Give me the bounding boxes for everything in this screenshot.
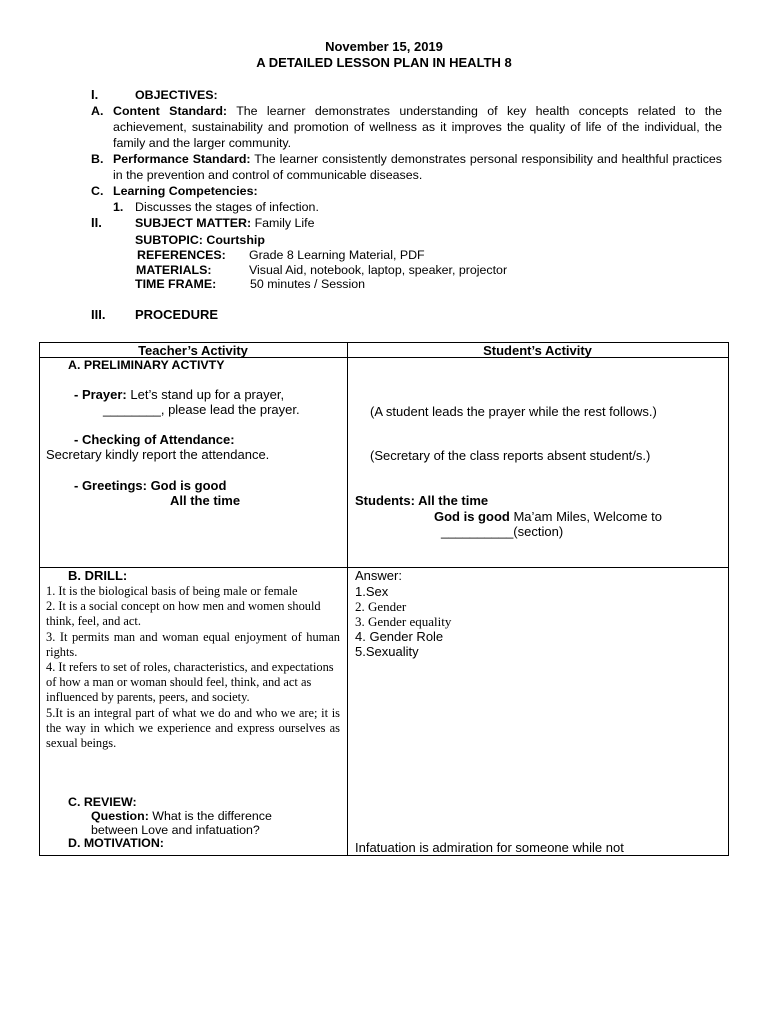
drill-item-1: 1. It is the biological basis of being male or female (46, 584, 298, 598)
review-question (91, 809, 272, 823)
performance-standard-label: Performance Standard: (113, 152, 251, 166)
prayer-response: (A student leads the prayer while the rest follows.) (370, 404, 657, 419)
content-standard-text: The learner demonstrates understanding of key health concepts related to the achievement, sustainability and promotion of wellness as it improves the quality of life of the individual, the family and the larger community. (113, 104, 722, 150)
content-standard-label: Content Standard: (113, 104, 228, 118)
drill-questions (46, 584, 340, 751)
drill-item-5: 5.It is an integral part of what we do and who we are; it is the way in which we experience and express ourselves as sexual beings. (46, 705, 340, 751)
learning-competencies-label: Learning Competencies: (113, 184, 258, 198)
answer-4: 4. Gender Role (355, 629, 444, 644)
materials-label: MATERIALS: (136, 263, 212, 277)
answer-2: 2. Gender (355, 599, 407, 614)
performance-standard-text: The learner consistently demonstrates personal responsibility and healthful practices in the prevention and control of communicable diseases. (113, 152, 722, 182)
subject-matter-label: SUBJECT MATTER: (135, 216, 252, 230)
section-numeral-objectives: I. (91, 87, 99, 102)
prayer-text-2: ________, please lead the prayer. (103, 402, 300, 417)
preliminary-heading: A. PRELIMINARY ACTIVTY (68, 358, 225, 372)
content-standard-marker: A. (91, 104, 104, 118)
students-greeting (434, 509, 662, 524)
greetings-label: - Greetings: God is good (74, 478, 227, 493)
prayer-label: - Prayer: (74, 387, 127, 402)
answer-label: Answer: (355, 568, 402, 583)
subject-matter (135, 216, 314, 230)
drill-item-3: 3. It permits man and woman equal enjoyment of human rights. (46, 629, 340, 659)
competency-1-text: Discusses the stages of infection. (135, 200, 319, 214)
students-section-blank: __________(section) (441, 524, 564, 539)
teacher-activity-header: Teacher’s Activity (138, 343, 248, 358)
objectives-heading: OBJECTIVES: (135, 88, 218, 102)
greetings-line-2: All the time (170, 493, 241, 508)
document-date: November 15, 2019 (325, 39, 443, 54)
performance-standard (113, 151, 722, 183)
attendance-label: - Checking of Attendance: (74, 432, 235, 447)
student-activity-header: Student’s Activity (483, 343, 592, 358)
materials-value: Visual Aid, notebook, laptop, speaker, projector (249, 263, 508, 277)
review-question-text: What is the difference (152, 809, 272, 823)
performance-standard-marker: B. (91, 152, 104, 166)
review-heading: C. REVIEW: (68, 795, 137, 809)
document-title: A DETAILED LESSON PLAN IN HEALTH 8 (256, 55, 512, 70)
prayer-text: Let’s stand up for a prayer, (130, 387, 285, 402)
students-welcome-text: Ma’am Miles, Welcome to (513, 509, 663, 524)
learning-competencies-marker: C. (91, 184, 104, 198)
review-question-label: Question: (91, 809, 149, 823)
references-label: REFERENCES: (137, 248, 226, 262)
section-numeral-procedure: III. (91, 307, 106, 322)
answer-5: 5.Sexuality (355, 644, 419, 659)
attendance-response: (Secretary of the class reports absent student/s.) (370, 448, 651, 463)
competency-1-marker: 1. (113, 200, 124, 214)
answer-1: 1.Sex (355, 584, 389, 599)
answer-3: 3. Gender equality (355, 614, 452, 629)
time-frame-value: 50 minutes / Session (250, 277, 366, 291)
drill-item-4: 4. It refers to set of roles, characteristics, and expectations of how a man or woman should feel, think, and act as influenced by parents, peers, and society. (46, 660, 334, 705)
students-response-label: Students: All the time (355, 493, 489, 508)
drill-item-2: 2. It is a social concept on how men and women should think, feel, and act. (46, 599, 321, 629)
subtopic (135, 233, 265, 247)
motivation-response: Infatuation is admiration for someone while not (355, 840, 624, 855)
attendance-text: Secretary kindly report the attendance. (46, 447, 270, 462)
procedure-heading: PROCEDURE (135, 307, 219, 322)
section-numeral-subject-matter: II. (91, 215, 102, 230)
subtopic-label: SUBTOPIC: (135, 233, 203, 247)
motivation-heading: D. MOTIVATION: (68, 836, 164, 850)
subtopic-value: Courtship (206, 233, 265, 247)
time-frame-label: TIME FRAME: (135, 277, 217, 291)
references-value: Grade 8 Learning Material, PDF (249, 248, 425, 262)
subject-matter-value: Family Life (254, 216, 315, 230)
prayer-line (74, 387, 284, 402)
review-question-text-2: between Love and infatuation? (91, 823, 260, 837)
content-standard (113, 103, 722, 151)
drill-heading: B. DRILL: (68, 568, 128, 583)
students-god-is-good: God is good (434, 509, 510, 524)
